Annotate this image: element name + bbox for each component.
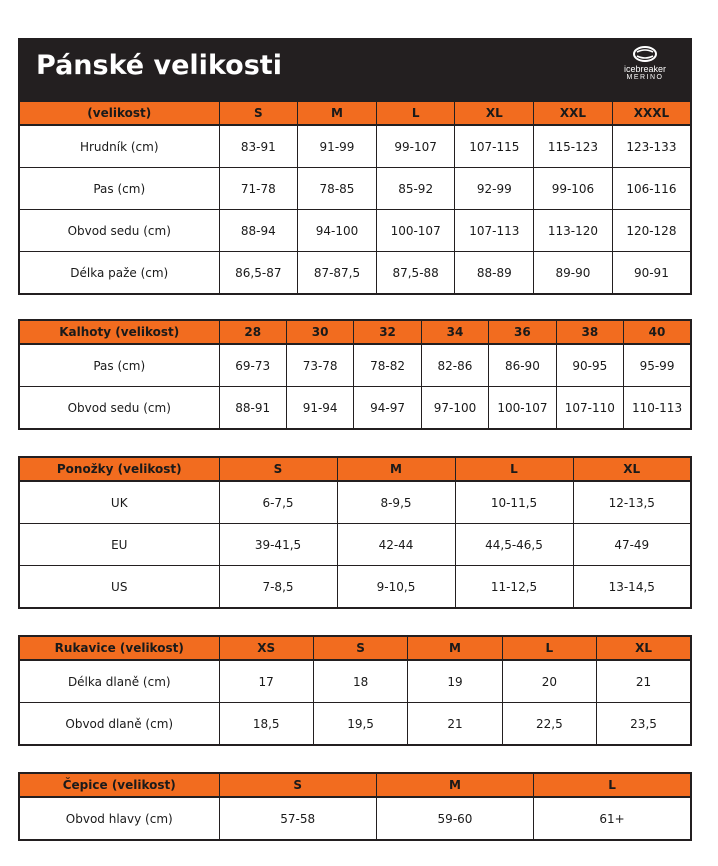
header-cell: M (376, 773, 533, 797)
table-header-row (19, 320, 691, 344)
table-cell: 47-49 (573, 524, 691, 566)
table-cell: 99-106 (534, 168, 613, 210)
header-cell: M (408, 636, 502, 660)
size-table-pants (18, 319, 692, 430)
table-cell: 71-78 (219, 168, 298, 210)
header-cell: 28 (219, 320, 286, 344)
brand-logo (610, 46, 680, 82)
row-label: Obvod dlaně (cm) (19, 703, 219, 746)
header-cell: 38 (556, 320, 623, 344)
table-row (19, 660, 691, 703)
table-cell: 7-8,5 (219, 566, 337, 609)
size-table-tops (18, 100, 692, 295)
row-label: Obvod hlavy (cm) (19, 797, 219, 840)
header-cell: Ponožky (velikost) (19, 457, 219, 481)
table-cell: 92-99 (455, 168, 534, 210)
header-cell: L (502, 636, 596, 660)
table-cell: 18 (313, 660, 407, 703)
table-cell: 21 (597, 660, 691, 703)
table-cell: 107-110 (556, 387, 623, 430)
row-label: Obvod sedu (cm) (19, 387, 219, 430)
header-cell: S (219, 457, 337, 481)
header-cell: XL (597, 636, 691, 660)
table-cell: 123-133 (612, 125, 691, 168)
header-cell: XXXL (612, 101, 691, 125)
table-cell: 87,5-88 (376, 252, 455, 295)
brand-name: icebreaker (623, 64, 667, 74)
table-cell: 94-100 (298, 210, 377, 252)
table-cell: 97-100 (421, 387, 488, 430)
table-cell: 87-87,5 (298, 252, 377, 295)
row-label: Délka dlaně (cm) (19, 660, 219, 703)
table-cell: 99-107 (376, 125, 455, 168)
page-header (18, 38, 692, 100)
table-cell: 91-99 (298, 125, 377, 168)
table-cell: 90-95 (556, 344, 623, 387)
table-cell: 94-97 (354, 387, 421, 430)
page-title: Pánské velikosti (36, 50, 282, 81)
table-cell: 110-113 (624, 387, 691, 430)
size-table-socks (18, 456, 692, 609)
table-cell: 88-94 (219, 210, 298, 252)
table-cell: 59-60 (376, 797, 533, 840)
table-cell: 13-14,5 (573, 566, 691, 609)
row-label: Pas (cm) (19, 344, 219, 387)
table-cell: 19,5 (313, 703, 407, 746)
table-cell: 95-99 (624, 344, 691, 387)
header-cell: 36 (489, 320, 556, 344)
table-header-row (19, 773, 691, 797)
table-cell: 88-91 (219, 387, 286, 430)
table-cell: 21 (408, 703, 502, 746)
table-row (19, 566, 691, 609)
row-label: US (19, 566, 219, 609)
table-cell: 11-12,5 (455, 566, 573, 609)
table-cell: 23,5 (597, 703, 691, 746)
size-table-hats (18, 772, 692, 841)
table-cell: 73-78 (286, 344, 353, 387)
row-label: Hrudník (cm) (19, 125, 219, 168)
table-row (19, 210, 691, 252)
table-cell: 86-90 (489, 344, 556, 387)
table-cell: 22,5 (502, 703, 596, 746)
table-cell: 107-115 (455, 125, 534, 168)
table-header-row (19, 101, 691, 125)
table-cell: 9-10,5 (337, 566, 455, 609)
header-cell: 34 (421, 320, 488, 344)
header-cell: XS (219, 636, 313, 660)
table-row (19, 481, 691, 524)
table-row (19, 168, 691, 210)
table-row (19, 344, 691, 387)
table-cell: 18,5 (219, 703, 313, 746)
header-cell: L (534, 773, 691, 797)
brand-sub: MERINO (626, 74, 664, 81)
row-label: Pas (cm) (19, 168, 219, 210)
header-cell: (velikost) (19, 101, 219, 125)
table-cell: 19 (408, 660, 502, 703)
table-cell: 10-11,5 (455, 481, 573, 524)
header-cell: 32 (354, 320, 421, 344)
table-cell: 39-41,5 (219, 524, 337, 566)
header-cell: L (376, 101, 455, 125)
table-cell: 44,5-46,5 (455, 524, 573, 566)
header-cell: S (219, 101, 298, 125)
header-cell: XXL (534, 101, 613, 125)
table-cell: 57-58 (219, 797, 376, 840)
table-row (19, 252, 691, 295)
table-cell: 115-123 (534, 125, 613, 168)
table-cell: 100-107 (376, 210, 455, 252)
table-row (19, 125, 691, 168)
table-row (19, 524, 691, 566)
header-cell: S (219, 773, 376, 797)
table-cell: 61+ (534, 797, 691, 840)
size-table-gloves (18, 635, 692, 746)
table-cell: 88-89 (455, 252, 534, 295)
table-cell: 78-82 (354, 344, 421, 387)
table-row (19, 703, 691, 746)
row-label: Délka paže (cm) (19, 252, 219, 295)
header-cell: S (313, 636, 407, 660)
table-cell: 42-44 (337, 524, 455, 566)
row-label: UK (19, 481, 219, 524)
table-cell: 82-86 (421, 344, 488, 387)
table-cell: 78-85 (298, 168, 377, 210)
table-cell: 83-91 (219, 125, 298, 168)
header-cell: M (337, 457, 455, 481)
row-label: Obvod sedu (cm) (19, 210, 219, 252)
header-cell: Kalhoty (velikost) (19, 320, 219, 344)
table-cell: 100-107 (489, 387, 556, 430)
table-cell: 6-7,5 (219, 481, 337, 524)
table-cell: 91-94 (286, 387, 353, 430)
header-cell: XL (573, 457, 691, 481)
row-label: EU (19, 524, 219, 566)
table-cell: 85-92 (376, 168, 455, 210)
table-cell: 90-91 (612, 252, 691, 295)
table-header-row (19, 457, 691, 481)
header-cell: 40 (624, 320, 691, 344)
table-row (19, 797, 691, 840)
table-cell: 107-113 (455, 210, 534, 252)
header-cell: M (298, 101, 377, 125)
table-cell: 89-90 (534, 252, 613, 295)
header-cell: L (455, 457, 573, 481)
table-cell: 120-128 (612, 210, 691, 252)
header-cell: Rukavice (velikost) (19, 636, 219, 660)
table-cell: 12-13,5 (573, 481, 691, 524)
table-cell: 106-116 (612, 168, 691, 210)
header-cell: 30 (286, 320, 353, 344)
table-cell: 69-73 (219, 344, 286, 387)
table-cell: 20 (502, 660, 596, 703)
table-cell: 86,5-87 (219, 252, 298, 295)
table-header-row (19, 636, 691, 660)
table-cell: 8-9,5 (337, 481, 455, 524)
table-row (19, 387, 691, 430)
icebreaker-logo-icon (633, 46, 657, 62)
table-cell: 113-120 (534, 210, 613, 252)
header-cell: XL (455, 101, 534, 125)
header-cell: Čepice (velikost) (19, 773, 219, 797)
table-cell: 17 (219, 660, 313, 703)
